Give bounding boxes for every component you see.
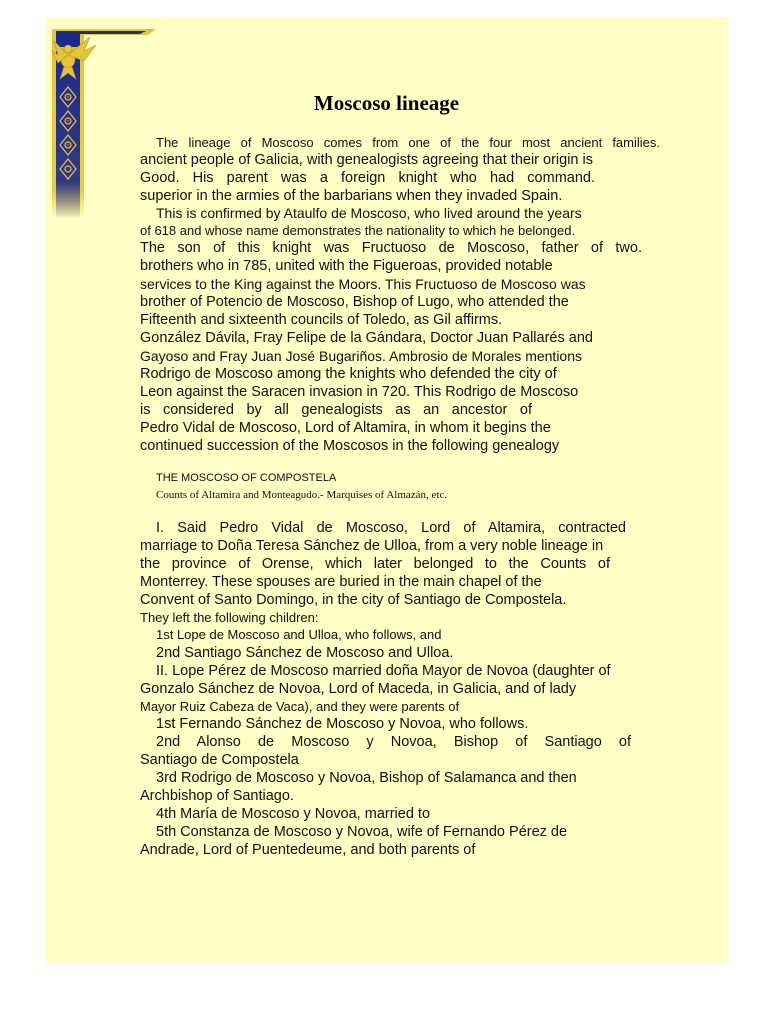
intro-paragraph <box>140 134 660 455</box>
text-line: Santiago de Compostela <box>140 752 299 768</box>
section-heading: THE MOSCOSO OF COMPOSTELA <box>156 472 337 484</box>
text-line: brother of Potencio de Moscoso, Bishop of Lugo, who attended the <box>140 294 569 310</box>
genealogy-paragraph <box>140 519 660 859</box>
text-line: This is confirmed by Ataulfo de Moscoso, who lived around the years <box>156 205 582 221</box>
text-line: 5th Constanza de Moscoso y Novoa, wife of Fernando Pérez de <box>156 824 568 840</box>
text-line: is considered by all genealogists as an ancestor of <box>140 402 532 418</box>
text-line: Monterrey. These spouses are buried in the main chapel of the <box>140 574 542 590</box>
text-line: II. Lope Pérez de Moscoso married doña Mayor de Novoa (daughter of <box>156 663 611 679</box>
text-line: Archbishop of Santiago. <box>140 788 294 804</box>
text-line: They left the following children: <box>140 610 319 625</box>
text-line: González Dávila, Fray Felipe de la Gándara, Doctor Juan Pallarés and <box>140 330 593 346</box>
text-line: 1st Lope de Moscoso and Ulloa, who follows, and <box>156 627 442 642</box>
text-line: 4th María de Moscoso y Novoa, married to <box>156 806 431 822</box>
text-line: 1st Fernando Sánchez de Moscoso y Novoa, who follows. <box>156 716 529 732</box>
text-line: Leon against the Saracen invasion in 720. This Rodrigo de Moscoso <box>140 384 579 400</box>
text-line: superior in the armies of the barbarians when they invaded Spain. <box>140 188 563 204</box>
text-line: Gonzalo Sánchez de Novoa, Lord of Maceda, in Galicia, and of lady <box>140 681 577 697</box>
text-line: the province of Orense, which later belonged to the Counts of <box>140 556 610 572</box>
text-line: Good. His parent was a foreign knight who had command. <box>140 170 595 186</box>
text-line: 2nd Alonso de Moscoso y Novoa, Bishop of Santiago of <box>156 734 631 750</box>
text-line: Mayor Ruiz Cabeza de Vaca), and they were parents of <box>140 699 460 714</box>
section-subheading: Counts of Altamira and Monteagudo.- Marquises of Almazán, etc. <box>156 489 448 501</box>
text-line: of 618 and whose name demonstrates the nationality to which he belonged. <box>140 223 576 238</box>
text-line: marriage to Doña Teresa Sánchez de Ulloa, from a very noble lineage in <box>140 538 604 554</box>
text-line: I. Said Pedro Vidal de Moscoso, Lord of Altamira, contracted <box>156 520 626 536</box>
text-line: continued succession of the Moscosos in the following genealogy <box>140 438 560 454</box>
text-line: services to the King against the Moors. This Fructuoso de Moscoso was <box>140 276 586 292</box>
text-line: 2nd Santiago Sánchez de Moscoso and Ulloa. <box>156 645 454 661</box>
document-page <box>45 17 728 963</box>
text-line: 3rd Rodrigo de Moscoso y Novoa, Bishop of Salamanca and then <box>156 770 577 786</box>
text-line: Rodrigo de Moscoso among the knights who defended the city of <box>140 366 557 382</box>
text-line: Andrade, Lord of Puentedeume, and both parents of <box>140 842 476 858</box>
text-line: Convent of Santo Domingo, in the city of Santiago de Compostela. <box>140 592 567 608</box>
text-line: ancient people of Galicia, with genealogists agreeing that their origin is <box>140 152 593 168</box>
text-line: brothers who in 785, united with the Figueroas, provided notable <box>140 258 553 274</box>
text-line: Fifteenth and sixteenth councils of Toledo, as Gil affirms. <box>140 312 503 328</box>
text-line: The son of this knight was Fructuoso de Moscoso, father of two. <box>140 240 642 256</box>
text-line: Pedro Vidal de Moscoso, Lord of Altamira, in whom it begins the <box>140 420 551 436</box>
text-line: Gayoso and Fray Juan José Bugariños. Ambrosio de Morales mentions <box>140 348 583 364</box>
text-line: The lineage of Moscoso comes from one of the four most ancient families. <box>156 135 660 150</box>
page-title: Moscoso lineage <box>313 91 460 115</box>
